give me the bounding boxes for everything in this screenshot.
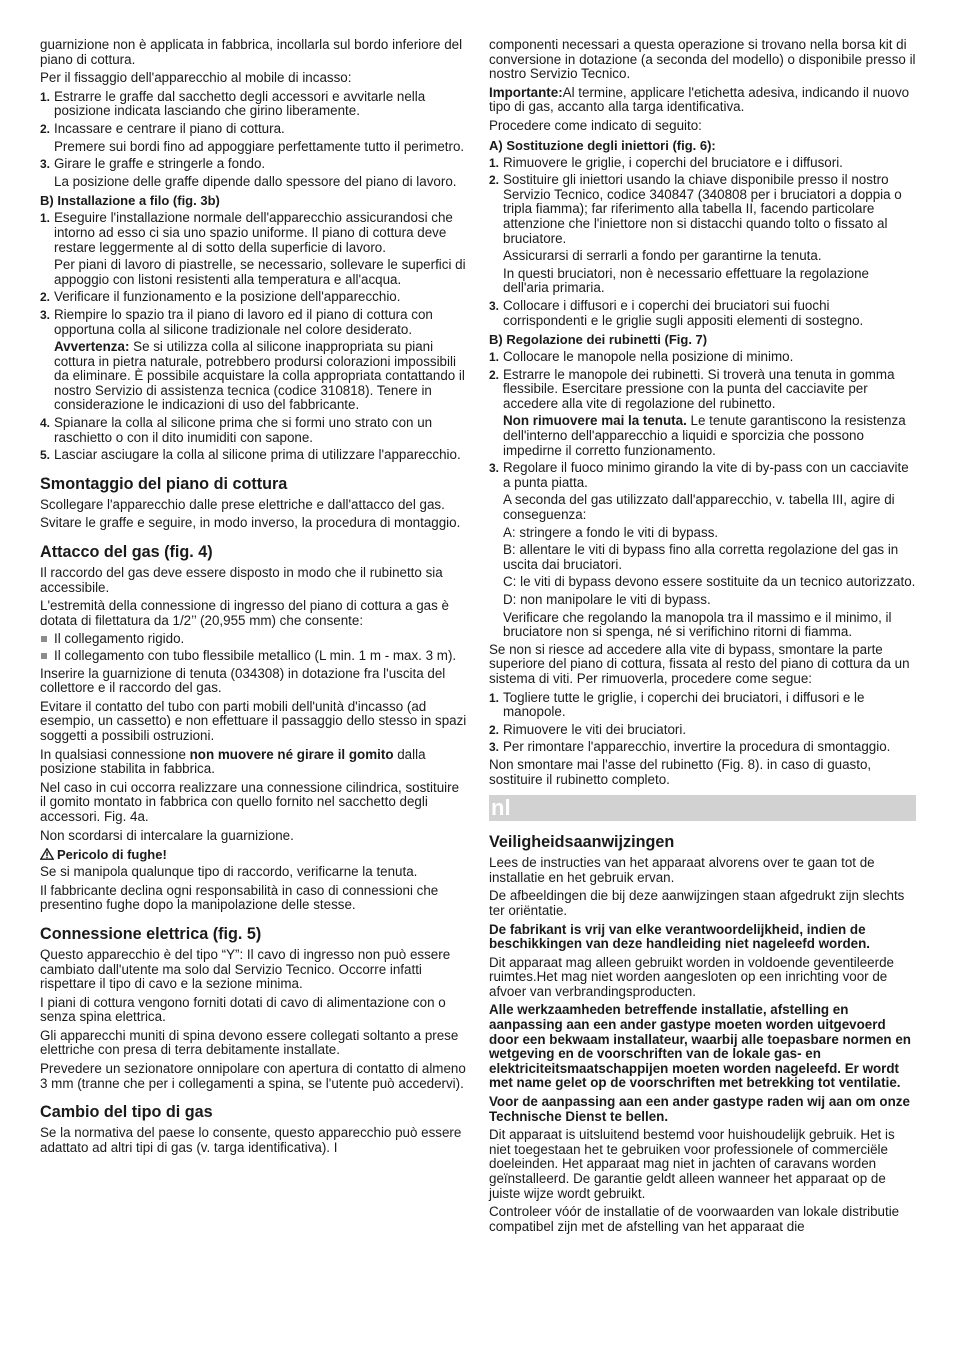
- paragraph: Il fabbricante declina ogni responsabilità in caso di connessioni che presentino fughe dopo la manipolazione delle stesse.: [40, 882, 439, 913]
- numbered-list: [489, 691, 916, 755]
- list-item-note: Premere sui bordi fino ad appoggiare perfettamente tutto il perimetro.: [54, 138, 465, 154]
- list-item: 2. Rimuovere le viti dei bruciatori.: [489, 721, 687, 737]
- list-item: 3. Regolare il fuoco minimo girando la vite di by-pass con un cacciavite a punta piatta. A seconda del gas utilizzato dall'apparecchio, v. tabella III, agire di conseguenza: A: stringere a fondo le viti di bypass. B: allentare le viti di bypass fino alla corretta regolazione del gas in uscita dai bruciatori. C: le viti di bypass devono essere sostituite da un tecnico autorizzato. D: non manipolare le viti di bypass. Verificare che regolando la manopola tra il massimo e il minimo, il bruciatore non si spenga, né si verifichino ritorni di fiamma.: [489, 460, 916, 640]
- square-bullet-icon: [41, 636, 47, 642]
- heading-connessione-elettrica: Connessione elettrica (fig. 5): [40, 924, 262, 943]
- list-item: 2. Incassare e centrare il piano di cottura. Premere sui bordi fino ad appoggiare perfettamente tutto il perimetro.: [40, 122, 468, 154]
- warning-triangle-icon: [40, 848, 54, 860]
- paragraph: Lees de instructies van het apparaat alvorens over te gaan tot de installatie en het gebruik ervan.: [489, 855, 875, 885]
- paragraph: componenti necessari a questa operazione si trovano nella borsa kit di conversione in dotazione (a seconda del modello) o disponibile presso il nostro Servizio Tecnico.: [489, 37, 916, 82]
- list-item-note: B: allentare le viti di bypass fino alla corretta regolazione del gas in uscita dai bruciatori.: [503, 542, 899, 572]
- subheading-rubinetti: B) Regolazione dei rubinetti (Fig. 7): [489, 332, 708, 348]
- paragraph: Se la normativa del paese lo consente, questo apparecchio può essere adattato ad altri tipi di gas (v. targa identificativa). I: [40, 1125, 462, 1155]
- bullet-list: [40, 632, 468, 663]
- warning-note: Avvertenza: Se si utilizza colla al silicone inappropriata su piani cottura in pietra naturale, potrebbero prodursi colorazioni impossibili da eliminare. È possibile acquistare la colla appropriata contattando il nostro Servizio di assistenza tecnica (codice 310818). Tenere in considerazione le indicazioni di uso del fabbricante.: [54, 339, 465, 413]
- list-item: 1. Estrarre le graffe dal sacchetto degli accessori e avvitarle nella posizione indicata lasciando che girino liberamente.: [40, 88, 426, 119]
- paragraph: Gli apparecchi muniti di spina devono essere collegati soltanto a prese elettriche con presa di terra debitamente installate.: [40, 1027, 459, 1058]
- list-item-note: A seconda del gas utilizzato dall'apparecchio, v. tabella III, agire di conseguenza:: [503, 492, 895, 523]
- list-item-note: Assicurarsi di serrarli a fondo per garantirne la tenuta.: [503, 248, 822, 264]
- paragraph: De afbeeldingen die bij deze aanwijzingen staan afgedrukt zijn slechts ter oriëntatie.: [489, 888, 905, 918]
- list-item-note: D: non manipolare le viti di bypass.: [503, 592, 711, 607]
- paragraph: In qualsiasi connessione non muovere né girare il gomito dalla posizione stabilita in fabbrica.: [40, 746, 426, 777]
- paragraph: Scollegare l'apparecchio dalle prese elettriche e dall'attacco del gas.: [40, 496, 445, 512]
- list-item: 1. Rimuovere le griglie, i coperchi del bruciatore e i diffusori.: [489, 154, 843, 170]
- paragraph: Nel caso in cui occorra realizzare una connessione cilindrica, sostituire il gomito montato in fabbrica con quello fornito nel sacchetto degli accessori. Fig. 4a.: [40, 779, 460, 824]
- list-item-note: Verificare che regolando la manopola tra il massimo e il minimo, il bruciatore non si spenga, né si verifichino ritorni di fiamma.: [503, 609, 892, 640]
- list-item: 2. Verificare il funzionamento e la posizione dell'apparecchio.: [40, 289, 401, 305]
- list-item: 1. Togliere tutte le griglie, i coperchi dei bruciatori, i diffusori e le manopole.: [489, 689, 865, 720]
- paragraph: guarnizione non è applicata in fabbrica, incollarla sul bordo inferiore del piano di cottura.: [40, 37, 463, 67]
- paragraph: Non scordarsi di intercalare la guarnizione.: [40, 827, 294, 843]
- paragraph: Prevedere un sezionatore onnipolare con apertura di contatto di almeno 3 mm (tranne che per i collegamenti a spina, se l'utente può accedervi).: [40, 1061, 466, 1091]
- square-bullet-icon: [41, 653, 47, 659]
- paragraph: Voor de aanpassing aan een ander gastype raden wij aan om onze Technische Dienst te bellen.: [489, 1094, 910, 1124]
- list-item: 2. Estrarre le manopole dei rubinetti. Si troverà una tenuta in gomma flessibile. Esercitare pressione con la punta del cacciavite per accedere alla vite di regolazione del rubinetto. Non rimuovere mai la tenuta. Le tenute garantiscono la resistenza dell'interno dell'apparecchio a liquidi e sporcizia che possono impedirne il corretto funzionamento.: [489, 368, 916, 459]
- right-column: [489, 38, 916, 1238]
- numbered-list: [40, 90, 468, 190]
- list-item: 3. Girare le graffe e stringerle a fondo. La posizione delle graffe dipende dallo spessore del piano di lavoro.: [40, 157, 468, 189]
- paragraph: Se non si riesce ad accedere alla vite di bypass, smontare la parte superiore del piano di cottura, fissata al resto del piano di cottura da un sistema di viti. Per rimuoverla, procedere come segue:: [489, 641, 910, 686]
- paragraph: Non smontare mai l'asse del rubinetto (Fig. 8). in caso di guasto, sostituire il rubinetto completo.: [489, 756, 872, 787]
- list-item-note: A: stringere a fondo le viti di bypass.: [503, 524, 719, 540]
- paragraph: Inserire la guarnizione di tenuta (034308) in dotazione fra l'uscita del collettore e il raccordo del gas.: [40, 665, 446, 696]
- list-item: Il collegamento rigido.: [40, 632, 468, 647]
- heading-attacco-gas: Attacco del gas (fig. 4): [40, 543, 213, 562]
- paragraph: Procedere come indicato di seguito:: [489, 117, 702, 133]
- list-item: 1. Collocare le manopole nella posizione di minimo.: [489, 349, 794, 365]
- list-item: 3. Per rimontare l'apparecchio, invertire la procedura di smontaggio.: [489, 739, 891, 755]
- list-item-note: Non rimuovere mai la tenuta. Le tenute garantiscono la resistenza dell'interno dell'apparecchio a liquidi e sporcizia che possono impedirne il corretto funzionamento.: [503, 413, 906, 458]
- paragraph: I piani di cottura vengono forniti dotati di cavo di alimentazione con o senza spina elettrica.: [40, 994, 446, 1025]
- paragraph: Alle werkzaamheden betreffende installatie, afstelling en aanpassing aan een ander gastype moeten worden uitgevoerd door een bekwaam installateur, waarbij alle toepasbare normen en wetgeving en de voorschriften van de lokale gas- en elektriciteitsmaatschappijen moeten worden nageleefd. Er wordt met name gelet op de voorschriften met betrekking tot ventilatie.: [489, 1002, 911, 1091]
- list-item-note: Per piani di lavoro di piastrelle, se necessario, sollevare le superfici di appoggio con listoni resistenti alla temperatura e all'acqua.: [54, 257, 466, 287]
- language-code: nl: [491, 795, 511, 821]
- list-item: 3. Collocare i diffusori e i coperchi dei bruciatori sui fuochi corrispondenti e le griglie sugli appositi elementi di sostegno.: [489, 297, 864, 328]
- list-item-note: C: le viti di bypass devono essere sostituite da un tecnico autorizzato.: [503, 574, 916, 590]
- list-item-note: La posizione delle graffe dipende dallo spessore del piano di lavoro.: [54, 173, 457, 189]
- list-item-note: In questi bruciatori, non è necessario effettuare la regolazione dell'aria primaria.: [503, 265, 869, 296]
- left-column: [40, 38, 468, 1159]
- paragraph: Svitare le graffe e seguire, in modo inverso, la procedura di montaggio.: [40, 515, 461, 531]
- list-item: 1. Eseguire l'installazione normale dell'apparecchio assicurandosi che intorno ad esso ci sia uno spazio uniforme. Il piano di cottura deve restare leggermente al di sotto della superficie di lavoro. Per piani di lavoro di piastrelle, se necessario, sollevare le superfici di appoggio con listoni resistenti alla temperatura e all'acqua.: [40, 211, 468, 287]
- heading-veiligheidsaanwijzingen: Veiligheidsaanwijzingen: [489, 833, 675, 852]
- subheading-iniettori: A) Sostituzione degli iniettori (fig. 6):: [489, 137, 716, 153]
- paragraph: Importante:Al termine, applicare l'etichetta adesiva, indicando il nuovo tipo di gas, accanto alla targa identificativa.: [489, 84, 910, 115]
- paragraph: L'estremità della connessione di ingresso del piano di cottura a gas è dotata di filettatura da 1/2’’ (20,955 mm) che consente:: [40, 598, 449, 628]
- paragraph: Per il fissaggio dell'apparecchio al mobile di incasso:: [40, 70, 352, 86]
- language-section-bar: [489, 795, 916, 821]
- subheading-installazione-filo: B) Installazione a filo (fig. 3b): [40, 193, 220, 209]
- paragraph: Evitare il contatto del tubo con parti mobili dell'unità d'incasso (ad esempio, un cassetto) e non effettuare il passaggio dello stesso in spazi soggetti a possibili ostruzioni.: [40, 698, 467, 743]
- paragraph: Questo apparecchio è del tipo “Y”: Il cavo di ingresso non può essere cambiato dall'utente ma solo dal Servizio Tecnico. Occorre infatti rispettare il tipo di cavo e la sezione minima.: [40, 946, 451, 992]
- list-item: 5. Lasciar asciugare la colla al silicone prima di utilizzare l'apparecchio.: [40, 447, 461, 463]
- numbered-list: [40, 211, 468, 463]
- heading-smontaggio: Smontaggio del piano di cottura: [40, 474, 288, 493]
- list-item: 2. Sostituire gli iniettori usando la chiave disponibile presso il nostro Servizio Tecnico, codice 340847 (340808 per i bruciatori a doppia o tripla fiamma); far riferimento alla tabella II, facendo particolare attenzione che l'iniettore non si distacchi quando tolto o fissato al bruciatore. Assicurarsi di serrarli a fondo per garantirne la tenuta. In questi bruciatori, non è necessario effettuare la regolazione dell'aria primaria.: [489, 173, 916, 296]
- warning-heading: Pericolo di fughe!: [40, 847, 468, 862]
- paragraph: Il raccordo del gas deve essere disposto in modo che il rubinetto sia accessibile.: [40, 565, 443, 595]
- numbered-list: [489, 156, 916, 329]
- paragraph: Dit apparaat is uitsluitend bestemd voor huishoudelijk gebruik. Het is niet toegestaan het te gebruiken voor professionele of commerciële doeleinden. Het apparaat mag niet in jachten of caravans worden geïnstalleerd. De garantie geldt alleen wanneer het apparaat op de juiste wijze wordt gebruikt.: [489, 1127, 895, 1201]
- list-item: 4. Spianare la colla al silicone prima che si formi uno strato con un raschietto o con il dito inumiditi con sapone.: [40, 415, 433, 445]
- paragraph: Se si manipola qualunque tipo di raccordo, verificarne la tenuta.: [40, 864, 418, 880]
- numbered-list: [489, 350, 916, 640]
- paragraph: Dit apparaat mag alleen gebruikt worden in voldoende geventileerde ruimtes.Het mag niet worden aangesloten op een inrichting voor de afvoer van verbrandingsproducten.: [489, 954, 894, 999]
- paragraph: Controleer vóór de installatie of de voorwaarden van lokale distributie compatibel zijn met de afstelling van het apparaat die: [489, 1204, 900, 1234]
- list-item: Il collegamento con tubo flessibile metallico (L min. 1 m - max. 3 m).: [40, 649, 468, 664]
- heading-cambio-gas: Cambio del tipo di gas: [40, 1103, 213, 1122]
- paragraph: De fabrikant is vrij van elke verantwoordelijkheid, indien de beschikkingen van deze handleiding niet nageleefd worden.: [489, 921, 870, 952]
- list-item: 3. Riempire lo spazio tra il piano di lavoro ed il piano di cottura con opportuna colla al silicone tradizionale nel colore desiderato. Avvertenza: Se si utilizza colla al silicone inappropriata su piani cottura in pietra naturale, potrebbero prodursi colorazioni impossibili da eliminare. È possibile acquistare la colla appropriata contattando il nostro Servizio di assistenza tecnica (codice 310818). Tenere in considerazione le indicazioni di uso del fabbricante.: [40, 308, 468, 413]
